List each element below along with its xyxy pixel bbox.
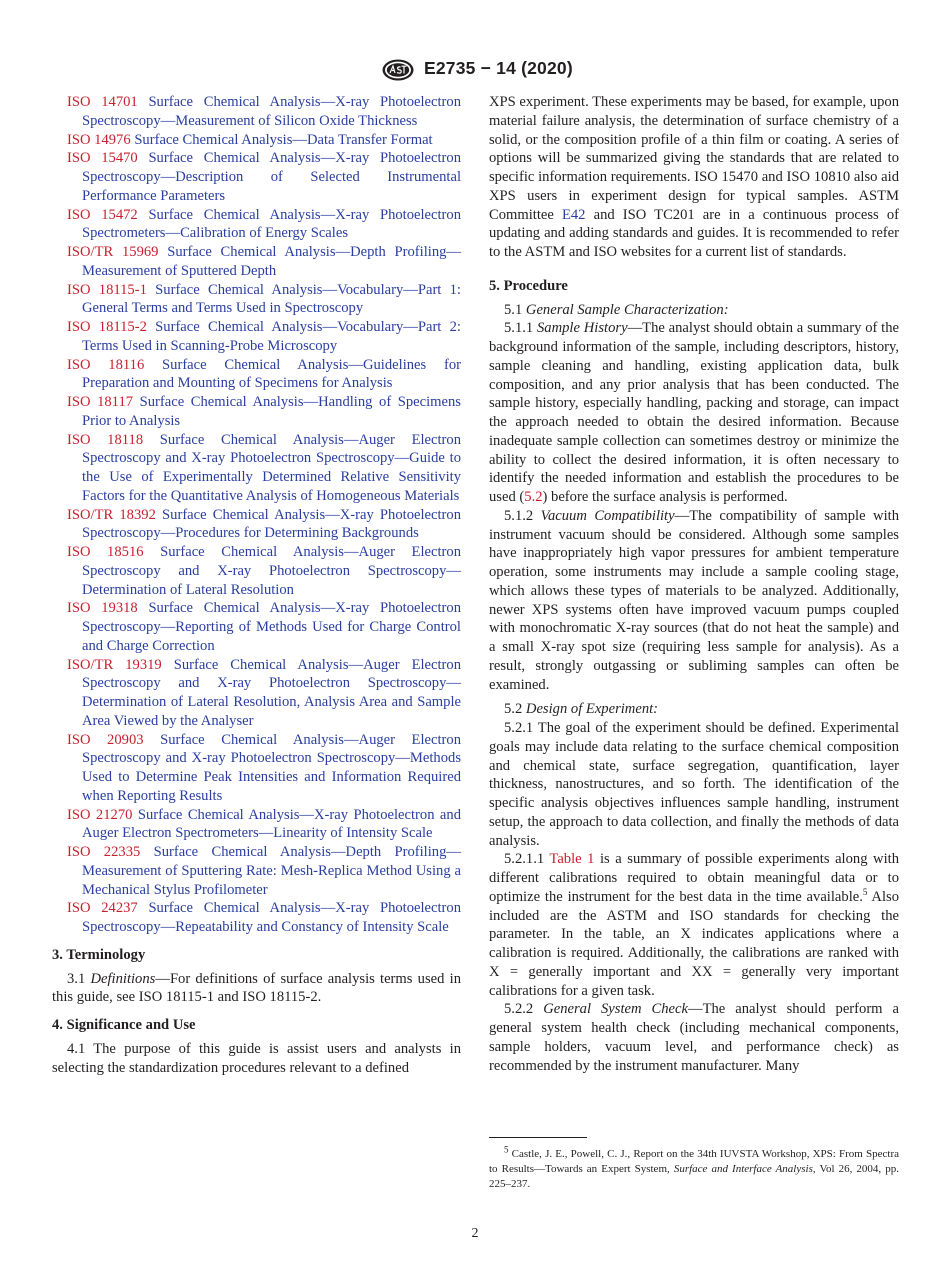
e42-link[interactable]: E42 — [561, 206, 586, 223]
reference-item — [67, 899, 462, 937]
reference-number-link[interactable]: ISO 18115-1 — [67, 281, 147, 298]
reference-number-link[interactable]: ISO 14976 — [67, 131, 131, 148]
reference-title-link[interactable]: Surface Chemical Analysis—Depth Profiling—Measurement of Sputtered Depth — [82, 244, 462, 279]
definitions-label: Definitions — [90, 970, 156, 987]
reference-number-link[interactable]: ISO/TR 15969 — [67, 244, 159, 260]
table-1-link[interactable]: Table 1 — [549, 851, 595, 868]
reference-item — [67, 543, 461, 599]
reference-title-link[interactable]: Surface Chemical Analysis—Vocabulary—Part 2: Terms Used in Scanning-Probe Microscopy — [82, 319, 461, 354]
reference-item — [67, 243, 462, 281]
reference-title-link[interactable]: Surface Chemical Analysis—Handling of Specimens Prior to Analysis — [82, 394, 461, 429]
reference-item — [67, 206, 462, 244]
reference-number-link[interactable]: ISO 18516 — [67, 544, 144, 560]
reference-item — [67, 93, 462, 131]
reference-number-link[interactable]: ISO 21270 — [67, 806, 133, 823]
section-3-heading: 3. Terminology — [52, 946, 146, 963]
reference-number-link[interactable]: ISO 18117 — [67, 394, 134, 410]
reference-number-link[interactable]: ISO/TR 19319 — [67, 656, 162, 673]
reference-list — [52, 93, 461, 937]
reference-title-link[interactable]: Surface Chemical Analysis—X-ray Photoelectron Spectroscopy—Repeatability and Constancy of Intensity Scale — [82, 900, 462, 935]
paragraph-4-1: 4.1 The purpose of this guide is assist users and analysts in selecting the standardization procedures relevant to a defined — [52, 1040, 461, 1076]
reference-title-link[interactable]: Surface Chemical Analysis—Auger Electron Spectroscopy and X-ray Photoelectron Spectroscopy—Methods Used to Determine Peak Intensities and Information Required when Reporting Results — [82, 731, 461, 804]
reference-title-link[interactable]: Surface Chemical Analysis—X-ray Photoelectron Spectroscopy—Reporting of Methods Used for Charge Control and Charge Correction — [82, 600, 462, 654]
reference-number-link[interactable]: ISO 15472 — [67, 206, 138, 223]
reference-number-link[interactable]: ISO 24237 — [67, 900, 138, 917]
reference-item — [67, 431, 462, 506]
reference-number-link[interactable]: ISO 15470 — [67, 150, 138, 167]
reference-title-link[interactable]: Surface Chemical Analysis—Auger Electron Spectroscopy and X-ray Photoelectron Spectroscopy—Determination of Lateral Resolution — [82, 544, 461, 598]
left-column — [52, 93, 461, 1077]
reference-number-link[interactable]: ISO 19318 — [67, 600, 138, 617]
reference-item — [67, 393, 461, 431]
reference-title-link[interactable]: Surface Chemical Analysis—Depth Profiling—Measurement of Sputtering Rate: Mesh-Replica Method Using a Mechanical Stylus Profilometer — [82, 844, 461, 898]
reference-title-link[interactable]: Surface Chemical Analysis—Auger Electron Spectroscopy and X-ray Photoelectron Spectroscopy—Determination of Lateral Resolution, Analysis Area and Sample Area Viewed by the Analyser — [82, 656, 462, 729]
reference-number-link[interactable]: ISO 18118 — [67, 431, 144, 448]
page-header — [0, 56, 950, 88]
reference-item — [67, 806, 461, 844]
section-4-heading: 4. Significance and Use — [52, 1017, 196, 1033]
reference-item — [67, 599, 462, 655]
right-column — [489, 93, 899, 1075]
paragraph-4-1-continued: XPS experiment. These experiments may be based, for example, upon material failure analysis, the determination of surface chemistry of a solid, or the composition profile of a thin film or coating. A series of options will be summarized giving the standards that are related to specific information requirements. ISO 15470 and ISO 10810 also aid XPS users in experiment design for typical samples. ASTM Committee E42 and ISO TC201 are in a continuous process of updating and adding standards and guides. It is recommended to refer to the ASTM and ISO websites for a current list of standards. — [489, 94, 899, 260]
footnote-divider — [489, 1137, 587, 1138]
reference-number-link[interactable]: ISO 18115-2 — [67, 319, 147, 335]
reference-title-link[interactable]: Surface Chemical Analysis—X-ray Photoelectron Spectroscopy—Description of Selected Instrumental Performance Parameters — [82, 150, 462, 204]
reference-item — [67, 843, 461, 899]
paragraph-5-2-1: 5.2.1 The goal of the experiment should be defined. Experimental goals may include data relating to the surface chemical composition and chemical state, surface segregation, quantification, layer thickness, nanostructures, and so forth. The identification of the specific analysis objectives influences sample handling, instrument setup, the approach to data collection, and finally the methods of data analysis. — [489, 720, 899, 849]
paragraph-3-1: 3.1 Definitions—For definitions of surface analysis terms used in this guide, see ISO 18115-1 and ISO 18115-2. — [52, 970, 461, 1006]
reference-item — [67, 356, 462, 394]
footnote-5: $^5$ Castle, J. E., Powell, C. J., Report on the 34th IUVSTA Workshop, XPS: From Spectra to Results—Towards an Expert System, Surface and Interface Analysis, Vol 26, 2004, pp. 225–237. — [489, 1144, 899, 1190]
reference-number-link[interactable]: ISO 20903 — [67, 731, 144, 748]
document-designation: E2735 − 14 (2020) — [424, 58, 573, 78]
paragraph-5-1-2: 5.1.2 Vacuum Compatibility—The compatibility of sample with instrument vacuum should be considered. Although some samples have inappropriately high vapor pressures for ambient temperature operation, some instruments may include a sample cooling stage, which allows these types of materials to be analyzed. Additionally, newer XPS systems often have improved vacuum pumps coupled with monochromatic X-ray sources (that do not heat the sample) and a small X-ray spot size (requiring less sample for analysis). As a result, strongly outgassing or subliming samples can often be examined. — [489, 507, 899, 693]
page-number: 2 — [471, 1226, 479, 1241]
paragraph-5-2: 5.2 Design of Experiment: — [504, 701, 659, 718]
reference-item — [67, 131, 461, 150]
reference-title-link[interactable]: Surface Chemical Analysis—Auger Electron Spectroscopy and X-ray Photoelectron Spectroscopy—Guide to the Use of Experimentally Determined Relative Sensitivity Factors for the Quantitative Analysis of Homogeneous Materials — [82, 431, 462, 504]
astm-logo-icon — [381, 58, 415, 82]
reference-title-link[interactable]: Surface Chemical Analysis—X-ray Photoelectron Spectrometers—Calibration of Energy Scales — [82, 206, 462, 242]
reference-title-link[interactable]: Surface Chemical Analysis—X-ray Photoelectron Spectroscopy—Procedures for Determining Backgrounds — [82, 506, 461, 542]
reference-item — [67, 731, 461, 806]
paragraph-5-1-1: 5.1.1 Sample History—The analyst should obtain a summary of the background information of the sample, including descriptors, history, sample cleaning and handling, existing application data, bulk composition, and any prior analysis that has been conducted. The sample history, especially handling, packing and storage, can impact the approach needed to obtain the desired information. Because inadequate sample collection can sometimes destroy or minimize the ability to collect the desired information, it is often necessary to identify the needed information and establish the procedures to be used (5.2) before the surface analysis is performed. — [489, 320, 899, 505]
reference-item — [67, 506, 461, 544]
paragraph-5-1: 5.1 General Sample Characterization: — [504, 301, 729, 318]
footnote-5-ref[interactable]: 5 — [862, 886, 868, 897]
section-5-heading: 5. Procedure — [489, 277, 568, 294]
reference-title-link[interactable]: Surface Chemical Analysis—X-ray Photoelectron and Auger Electron Spectrometers—Linearity of Intensity Scale — [82, 806, 461, 842]
reference-title-link[interactable]: Surface Chemical Analysis—X-ray Photoelectron Spectroscopy—Measurement of Silicon Oxide Thickness — [82, 94, 462, 129]
reference-item — [67, 318, 461, 356]
reference-number-link[interactable]: ISO/TR 18392 — [67, 506, 156, 523]
reference-title-link[interactable]: Surface Chemical Analysis—Vocabulary—Part 1: General Terms and Terms Used in Spectroscopy — [82, 281, 461, 317]
reference-number-link[interactable]: ISO 18116 — [67, 356, 145, 373]
section-5-2-link[interactable]: 5.2 — [524, 489, 543, 505]
reference-item — [67, 656, 462, 731]
reference-number-link[interactable]: ISO 22335 — [67, 844, 141, 860]
reference-item — [67, 149, 462, 205]
reference-number-link[interactable]: ISO 14701 — [67, 94, 138, 110]
paragraph-5-2-1-1: 5.2.1.1 Table 1 is a summary of possible experiments along with different calibrations required to obtain meaningful data or to optimize the instrument for the best data in the time available.$^5$ Also included are the ASTM and ISO standards for checking the parameter. In the table, an X indicates applications where a calibration is required. Additionally, the calibrations are ranked with X = generally important and XX = generally very important calibrations for a given task. — [489, 851, 899, 999]
reference-title-link[interactable]: Surface Chemical Analysis—Data Transfer Format — [134, 131, 433, 148]
reference-item — [67, 281, 461, 319]
reference-title-link[interactable]: Surface Chemical Analysis—Guidelines for Preparation and Mounting of Specimens for Analysis — [82, 356, 462, 392]
paragraph-5-2-2: 5.2.2 General System Check—The analyst should perform a general system health check (including mechanical components, sample holders, vacuum level, and performance check) as recommended by the instrument manufacturer. Many — [489, 1001, 899, 1074]
